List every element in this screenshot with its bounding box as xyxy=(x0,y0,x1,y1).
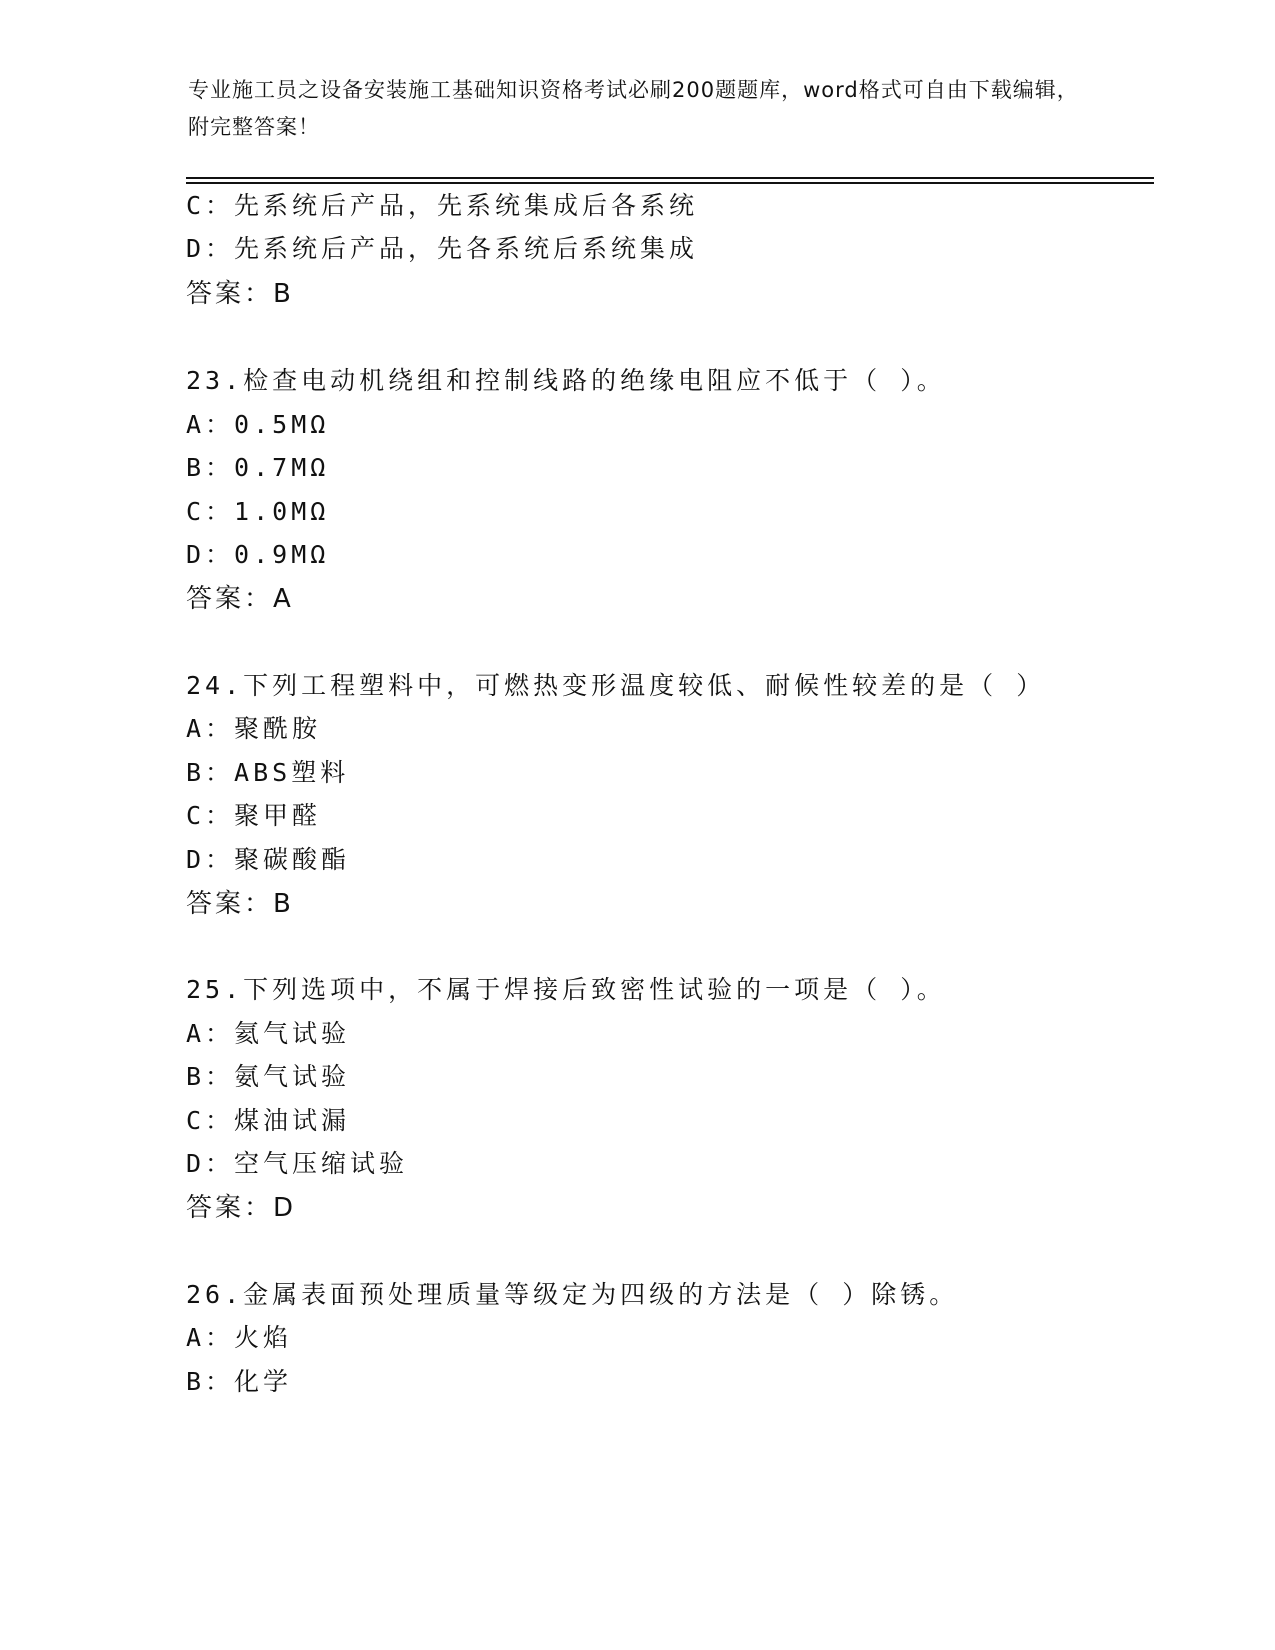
question-25-answer: 答案：D xyxy=(186,1193,297,1223)
question-26-option-b: B：化学 xyxy=(186,1367,293,1396)
question-24-answer: 答案：B xyxy=(186,889,294,919)
question-23-option-c: C：1.0MΩ xyxy=(186,497,330,526)
question-26-text: 26.金属表面预处理质量等级定为四级的方法是（ ）除锈。 xyxy=(186,1280,959,1309)
question-25-option-d: D：空气压缩试验 xyxy=(186,1149,409,1178)
question-24-option-a: A：聚酰胺 xyxy=(186,714,322,743)
prev-answer: 答案：B xyxy=(186,279,294,309)
document-header: 专业施工员之设备安装施工基础知识资格考试必刷200题题库，word格式可自由下载编辑，附完整答案！ xyxy=(188,78,1079,139)
question-26-option-a: A：火焰 xyxy=(186,1323,293,1352)
question-23-text: 23.检查电动机绕组和控制线路的绝缘电阻应不低于（ ）。 xyxy=(186,366,946,395)
question-23-option-d: D：0.9MΩ xyxy=(186,540,330,569)
question-23-option-a: A：0.5MΩ xyxy=(186,410,330,439)
question-25-option-a: A：氦气试验 xyxy=(186,1019,351,1048)
question-24-option-c: C：聚甲醛 xyxy=(186,801,322,830)
question-23-option-b: B：0.7MΩ xyxy=(186,453,330,482)
question-25-text: 25.下列选项中，不属于焊接后致密性试验的一项是（ ）。 xyxy=(186,975,946,1004)
question-24-option-d: D：聚碳酸酯 xyxy=(186,845,351,874)
question-23-answer: 答案：A xyxy=(186,584,294,614)
question-24-option-b: B：ABS塑料 xyxy=(186,758,350,787)
prev-option-d: D：先系统后产品，先各系统后系统集成 xyxy=(186,234,699,263)
question-24-text: 24.下列工程塑料中，可燃热变形温度较低、耐候性较差的是（ ） xyxy=(186,671,1046,700)
header-divider-bottom xyxy=(186,182,1154,184)
header-divider-top xyxy=(186,177,1154,179)
question-25-option-c: C：煤油试漏 xyxy=(186,1106,351,1135)
prev-option-c: C：先系统后产品，先系统集成后各系统 xyxy=(186,191,699,220)
question-25-option-b: B：氨气试验 xyxy=(186,1062,351,1091)
